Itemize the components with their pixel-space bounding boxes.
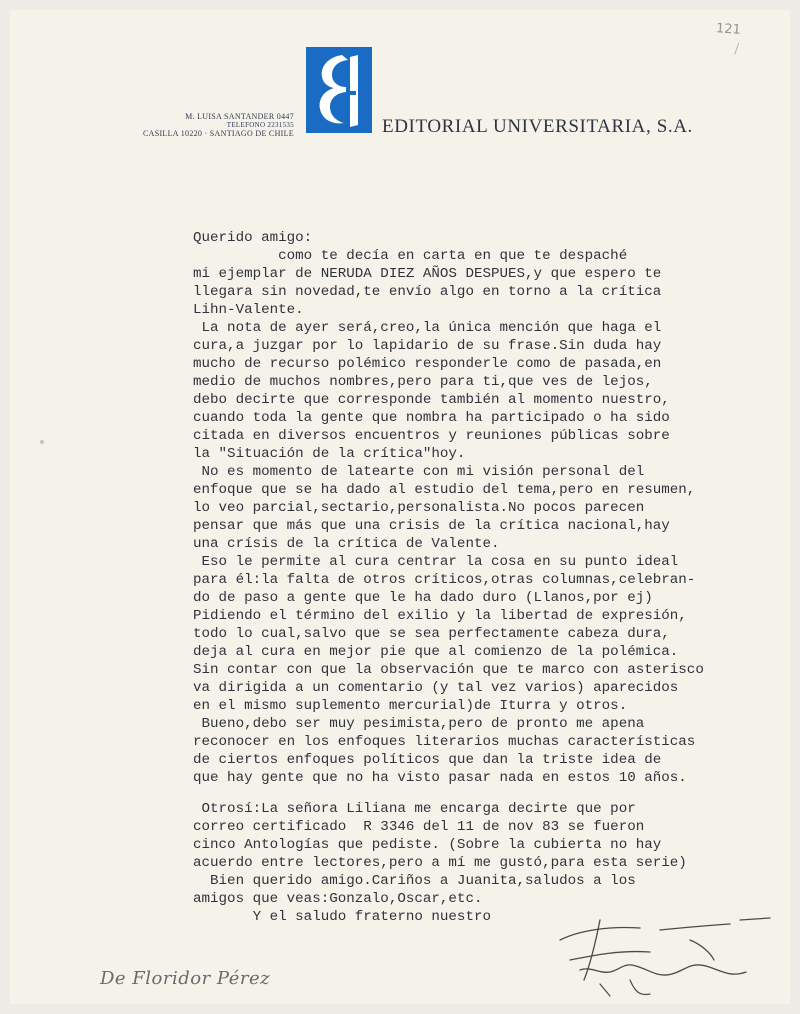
letter-line: citada en diversos encuentros y reuniones públicas sobre xyxy=(193,428,670,444)
letterhead-address-phone: TELEFONO 2231535 xyxy=(226,121,294,129)
handwritten-attribution: De Floridor Pérez xyxy=(100,968,271,989)
publisher-logo-icon xyxy=(306,47,372,133)
corner-annotation: 121 xyxy=(715,21,742,38)
letter-line: No es momento de latearte con mi visión personal del xyxy=(193,464,645,480)
postscript-line: amigos que veas:Gonzalo,Oscar,etc. xyxy=(193,891,483,907)
letter-line: de ciertos enfoques políticos que dan la triste idea de xyxy=(193,752,662,768)
letter-line: cura,a juzgar por lo lapidario de su frase.Sin duda hay xyxy=(193,338,662,354)
letter-line: todo lo cual,salvo que se sea perfectamente cabeza dura, xyxy=(193,626,670,642)
postscript-line: acuerdo entre lectores,pero a mí me gustó,para esta serie) xyxy=(193,855,687,871)
letterhead-address-postbox: CASILLA 10220 · SANTIAGO DE CHILE xyxy=(142,129,294,138)
paragraph-gap xyxy=(193,787,783,800)
letter-line: Sin contar con que la observación que te marco con asterisco xyxy=(193,662,704,678)
postscript-line: correo certificado R 3346 del 11 de nov 83 se fueron xyxy=(193,819,645,835)
letter-line: mi ejemplar de NERUDA DIEZ AÑOS DESPUES,y que espero te xyxy=(193,266,662,282)
postscript-line: cinco Antologías que pediste. (Sobre la cubierta no hay xyxy=(193,837,662,853)
letter-line: Pidiendo el término del exilio y la libertad de expresión, xyxy=(193,608,687,624)
letter-line: llegara sin novedad,te envío algo en torno a la crítica xyxy=(193,284,662,300)
postscript-line: Y el saludo fraterno nuestro xyxy=(193,909,491,925)
letter-line: Eso le permite al cura centrar la cosa en su punto ideal xyxy=(193,554,679,570)
letter-line: deja al cura en mejor pie que al comienzo de la polémica. xyxy=(193,644,679,660)
letter-line: reconocer en los enfoques literarios muchas características xyxy=(193,734,696,750)
letterhead-address-street: M. LUISA SANTANDER 0447 xyxy=(185,112,294,121)
letter-line: como te decía en carta en que te despaché xyxy=(193,248,628,264)
letter-line: en el mismo suplemento mercurial)de Iturra y otros. xyxy=(193,698,628,714)
letter-line: medio de muchos nombres,pero para ti,que ves de lejos, xyxy=(193,374,653,390)
letter-line: debo decirte que corresponde también al momento nuestro, xyxy=(193,392,670,408)
letter-line: lo veo parcial,sectario,personalista.No pocos parecen xyxy=(193,500,645,516)
letter-line: enfoque que se ha dado al estudio del tema,pero en resumen, xyxy=(193,482,696,498)
paper-mark xyxy=(40,440,44,444)
letter-line: pensar que más que una crisis de la crítica nacional,hay xyxy=(193,518,670,534)
postscript-line: Bien querido amigo.Cariños a Juanita,saludos a los xyxy=(193,873,636,889)
letter-line: que hay gente que no ha visto pasar nada en estos 10 años. xyxy=(193,770,687,786)
letter-line: para él:la falta de otros críticos,otras columnas,celebran- xyxy=(193,572,696,588)
postscript-line: Otrosí:La señora Liliana me encarga decirte que por xyxy=(193,801,636,817)
letter-line: Bueno,debo ser muy pesimista,pero de pronto me apena xyxy=(193,716,645,732)
handwritten-signature xyxy=(540,900,780,1000)
letter-line: la "Situación de la crítica"hoy. xyxy=(193,446,466,462)
letter-line: Querido amigo: xyxy=(193,230,313,246)
publisher-name: EDITORIAL UNIVERSITARIA, S.A. xyxy=(382,116,693,137)
letter-line: do de paso a gente que le ha dado duro (Llanos,por ej) xyxy=(193,590,653,606)
letter-line: va dirigida a un comentario (y tal vez varios) aparecidos xyxy=(193,680,679,696)
letter-line: cuando toda la gente que nombra ha participado o ha sido xyxy=(193,410,670,426)
letter-line: una crísis de la crítica de Valente. xyxy=(193,536,500,552)
letter-line: La nota de ayer será,creo,la única mención que haga el xyxy=(193,320,662,336)
letter-line: Lihn-Valente. xyxy=(193,302,304,318)
letter-body xyxy=(193,229,783,926)
letter-line: mucho de recurso polémico responderle como de pasada,en xyxy=(193,356,662,372)
